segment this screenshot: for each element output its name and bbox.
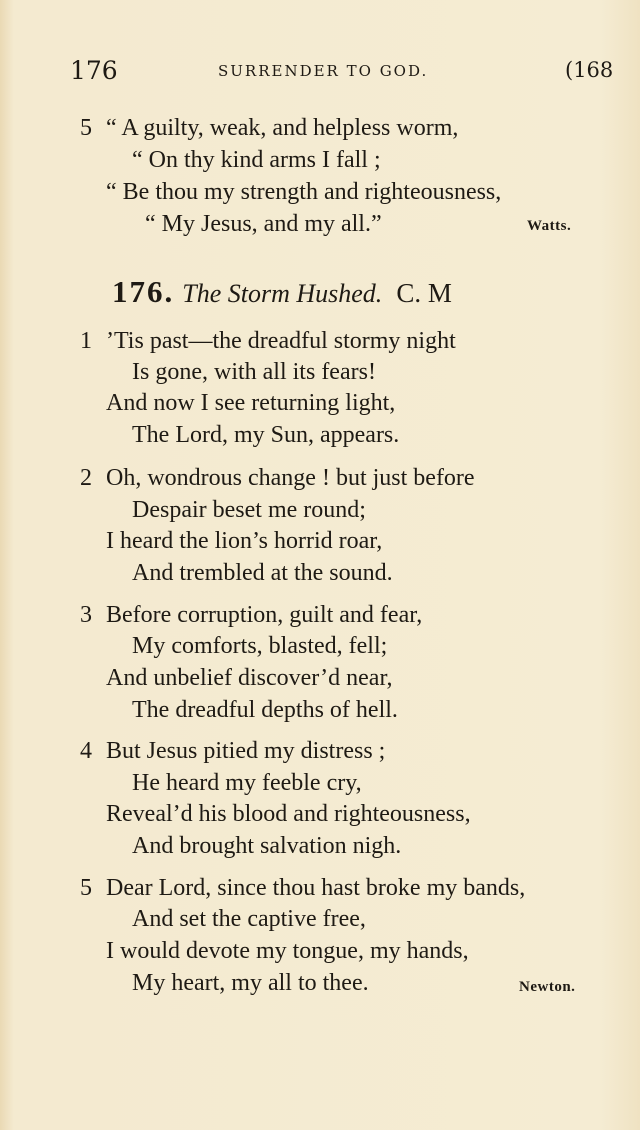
verse-line: The dreadful depths of hell. xyxy=(132,697,398,723)
verse-line: And brought salvation nigh. xyxy=(132,833,402,859)
verse-number: 5 xyxy=(80,875,92,901)
marginal-number: (168 xyxy=(565,58,614,82)
verse-line: I would devote my tongue, my hands, xyxy=(106,938,469,964)
author-attribution: Watts. xyxy=(527,218,572,234)
verse-number: 4 xyxy=(80,738,92,764)
verse-number: 5 xyxy=(80,115,92,141)
verse-number: 3 xyxy=(80,602,92,628)
verse-number: 2 xyxy=(80,465,92,491)
verse-line: “ My Jesus, and my all.” xyxy=(145,211,382,237)
verse-line: I heard the lion’s horrid roar, xyxy=(106,528,383,554)
verse-line: My comforts, blasted, fell; xyxy=(132,633,388,659)
running-title: SURRENDER TO GOD. xyxy=(218,62,429,80)
page-header xyxy=(0,56,640,92)
hymn-heading xyxy=(112,274,452,310)
verse-line: Is gone, with all its fears! xyxy=(132,359,376,385)
page-number: 176 xyxy=(70,56,118,85)
verse-line: And set the captive free, xyxy=(132,906,366,932)
verse-number: 1 xyxy=(80,328,92,354)
verse-line: 5 “ A guilty, weak, and helpless worm, xyxy=(80,115,459,141)
hymn-number: 176. xyxy=(112,274,175,309)
verse-line: 5 Dear Lord, since thou hast broke my bands, xyxy=(80,875,526,901)
hymn-meter: C. M xyxy=(396,278,452,308)
verse-line: 2 Oh, wondrous change ! but just before xyxy=(80,465,475,491)
verse-line: The Lord, my Sun, appears. xyxy=(132,422,400,448)
author-attribution: Newton. xyxy=(519,979,576,995)
verse-line: My heart, my all to thee. xyxy=(132,970,369,996)
verse-line: 1 ’Tis past—the dreadful stormy night xyxy=(80,328,456,354)
hymn-title: The Storm Hushed. xyxy=(182,279,383,308)
verse-line: “ Be thou my strength and righteousness, xyxy=(106,179,502,205)
verse-line: He heard my feeble cry, xyxy=(132,770,362,796)
verse-line: And unbelief discover’d near, xyxy=(106,665,393,691)
verse-line: 3 Before corruption, guilt and fear, xyxy=(80,602,423,628)
verse-line: And now I see returning light, xyxy=(106,390,396,416)
verse-line: Reveal’d his blood and righteousness, xyxy=(106,801,471,827)
verse-line: “ On thy kind arms I fall ; xyxy=(132,147,381,173)
verse-line: And trembled at the sound. xyxy=(132,560,393,586)
verse-line: Despair beset me round; xyxy=(132,497,366,523)
verse-line: 4 But Jesus pitied my distress ; xyxy=(80,738,386,764)
